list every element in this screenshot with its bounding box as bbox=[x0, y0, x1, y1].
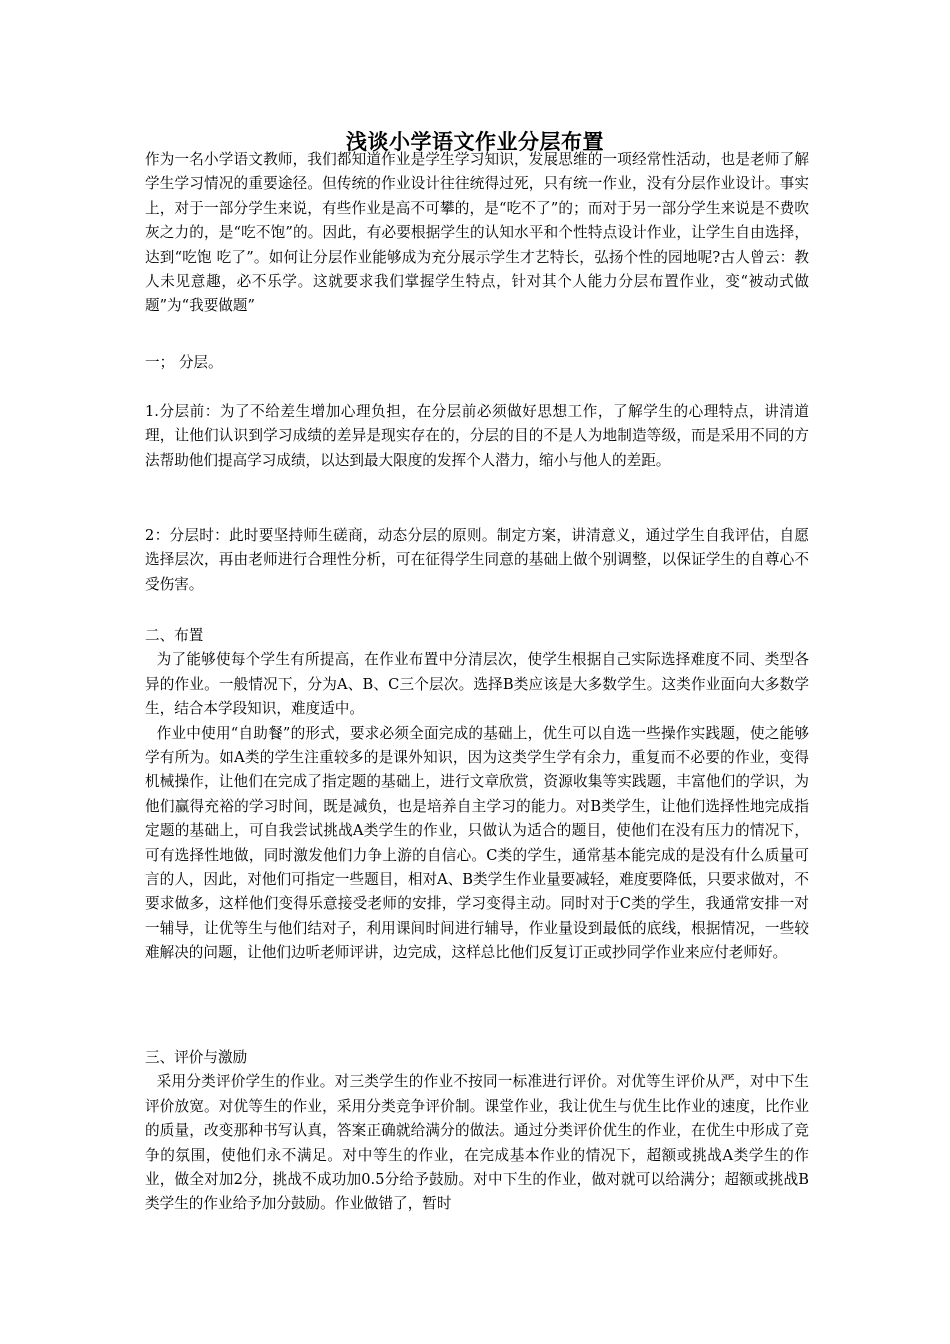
section3-block bbox=[145, 1046, 809, 1217]
intro-text: 作为一名小学语文教师，我们都知道作业是学生学习知识，发展思维的一项经常性活动，也是老师了解学生学习情况的重要途径。但传统的作业设计往往统得过死，只有统一作业，没有分层作业设计。事实上，对于一部分学生来说，有些作业是高不可攀的，是“吃不了”的；而对于另一部分学生来说是不费吹灰之力的，是“吃不饱”的。因此，有必要根据学生的认知水平和个性特点设计作业，让学生自由选择，达到“吃饱 吃了”。如何让分层作业能够成为充分展示学生才艺特长，弘扬个性的园地呢?古人曾云：教人未见意趣，必不乐学。这就要求我们掌握学生特点，针对其个人能力分层布置作业，变“被动式做题”为“我要做题” bbox=[145, 151, 809, 315]
section2-heading: 二、布置 bbox=[145, 627, 204, 644]
document-title: 浅谈小学语文作业分层布置 bbox=[346, 130, 604, 154]
section1-paragraph-1 bbox=[145, 400, 809, 473]
section2-p1-text: 为了能够使每个学生有所提高，在作业布置中分清层次，使学生根据自己实际选择难度不同、类型各异的作业。一般情况下，分为A、B、C三个层次。选择B类应该是大多数学生。这类作业面向大多数学生，结合本学段知识，难度适中。 bbox=[145, 651, 809, 718]
section1-heading-block bbox=[145, 351, 809, 375]
section3-heading: 三、评价与激励 bbox=[145, 1049, 248, 1066]
section2-p2-text: 作业中使用“自助餐”的形式，要求必须全面完成的基础上，优生可以自选一些操作实践题，使之能够学有所为。如A类的学生注重较多的是课外知识，因为这类学生学有余力，重复而不必要的作业，变得机械操作，让他们在完成了指定题的基础上，进行文章欣赏，资源收集等实践题，丰富他们的学识，为他们赢得充裕的学习时间，既是减负，也是培养自主学习的能力。对B类学生，让他们选择性地完成指定题的基础上，可自我尝试挑战A类学生的作业，只做认为适合的题目，使他们在没有压力的情况下，可有选择性地做，同时激发他们力争上游的自信心。C类的学生，通常基本能完成的是没有什么质量可言的人，因此，对他们可指定一些题目，相对A、B类学生作业量要减轻，难度要降低，只要求做对，不要求做多，这样他们变得乐意接受老师的安排，学习变得主动。同时对于C类的学生，我通常安排一对一辅导，让优等生与他们结对子，利用课间时间进行辅导，作业量设到最低的底线，根据情况，一些较难解决的问题，让他们边听老师评讲，边完成，这样总比他们反复订正或抄同学作业来应付老师好。 bbox=[145, 724, 809, 962]
section1-p1-text: 1.分层前：为了不给差生增加心理负担，在分层前必须做好思想工作，了解学生的心理特点，讲清道理，让他们认识到学习成绩的差异是现实存在的，分层的目的不是人为地制造等级，而是采用不同的方法帮助他们提高学习成绩，以达到最大限度的发挥个人潜力，缩小与他人的差距。 bbox=[145, 403, 809, 469]
section1-heading: 一； 分层。 bbox=[145, 354, 223, 371]
section1-p2-text: 2：分层时：此时要坚持师生磋商，动态分层的原则。制定方案，讲清意义，通过学生自我评估，自愿选择层次，再由老师进行合理性分析，可在征得学生同意的基础上做个别调整，以保证学生的自尊心不受伤害。 bbox=[145, 527, 809, 593]
section1-paragraph-2 bbox=[145, 524, 809, 597]
section3-p1-text: 采用分类评价学生的作业。对三类学生的作业不按同一标准进行评价。对优等生评价从严，对中下生评价放宽。对优等生的作业，采用分类竞争评价制。课堂作业，我让优生与优生比作业的速度，比作业的质量，改变那种书写认真，答案正确就给满分的做法。通过分类评价优生的作业，在优生中形成了竞争的氛围，使他们永不满足。对中等生的作业，在完成基本作业的情况下，超额或挑战A类学生的作业，做全对加2分，挑战不成功加0.5分给予鼓励。对中下生的作业，做对就可以给满分；超额或挑战B类学生的作业给予加分鼓励。作业做错了，暂时 bbox=[145, 1073, 809, 1213]
intro-paragraph bbox=[145, 148, 809, 319]
section2-block bbox=[145, 624, 809, 966]
